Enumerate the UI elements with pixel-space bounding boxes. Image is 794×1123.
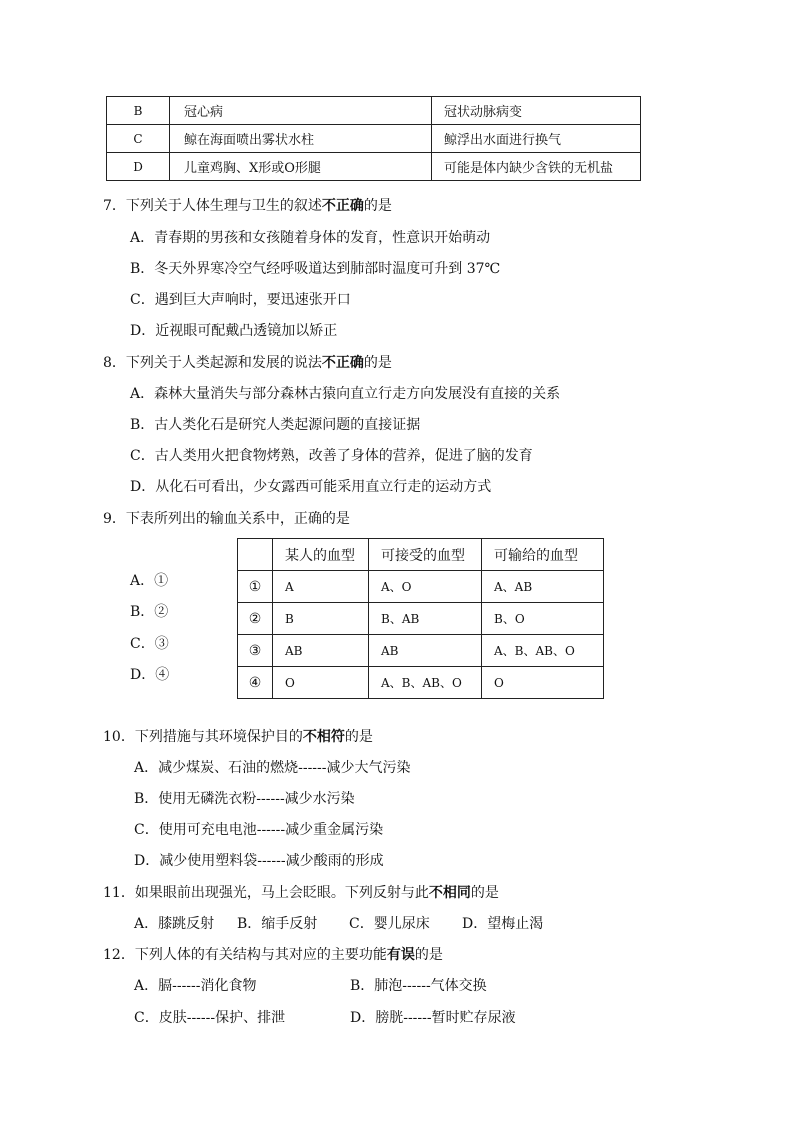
question-10-option-a: A．减少煤炭、石油的燃烧------减少大气污染	[134, 760, 411, 776]
table-cell: C	[107, 125, 170, 153]
table-row	[107, 125, 641, 153]
table-row	[238, 603, 604, 635]
question-12-stem	[103, 948, 443, 962]
question-12-option-c: C．皮肤------保护、排泄	[134, 1010, 286, 1026]
question-7-stem	[103, 199, 392, 213]
table-cell: B、AB	[369, 603, 482, 635]
stem-emphasis: 不正确	[321, 355, 364, 371]
table-cell: B	[273, 603, 369, 635]
question-8-option-d: D．从化石可看出，少女露西可能采用直立行走的运动方式	[130, 479, 492, 495]
stem-emphasis: 不相符	[302, 729, 345, 745]
stem-text: 11．如果眼前出现强光，马上会眨眼。下列反射与此	[103, 885, 429, 901]
table-cell: ③	[238, 635, 273, 667]
question-9-option-b: B．②	[130, 604, 169, 620]
table-header	[238, 539, 273, 571]
table-cell: A、B、AB、O	[482, 635, 604, 667]
table-header: 可输给的血型	[482, 539, 604, 571]
table-cell: 鲸浮出水面进行换气	[432, 125, 641, 153]
table-cell: 可能是体内缺少含铁的无机盐	[432, 153, 641, 181]
question-7-option-a: A．青春期的男孩和女孩随着身体的发育，性意识开始萌动	[130, 230, 491, 246]
table-cell: 鲸在海面喷出雾状水柱	[170, 125, 432, 153]
question-11-option-c: C．婴儿尿床	[349, 916, 430, 932]
table-header: 某人的血型	[273, 539, 369, 571]
table-header-row	[238, 539, 604, 571]
blood-type-table	[237, 538, 604, 699]
question-7-option-d: D．近视眼可配戴凸透镜加以矫正	[130, 323, 338, 339]
table-cell: AB	[273, 635, 369, 667]
stem-text: 的是	[344, 729, 373, 745]
question-9-option-a: A．①	[130, 573, 169, 589]
table-cell: AB	[369, 635, 482, 667]
stem-emphasis: 有误	[386, 947, 415, 963]
question-10-option-c: C．使用可充电电池------减少重金属污染	[134, 822, 384, 838]
question-7-option-c: C．遇到巨大声响时，要迅速张开口	[130, 292, 351, 308]
table-row	[238, 635, 604, 667]
table-cell: 冠心病	[170, 97, 432, 125]
question-11-stem	[103, 886, 499, 900]
question-12-option-a: A．膈------消化食物	[134, 978, 257, 994]
question-10-stem	[103, 730, 373, 744]
stem-text: 的是	[363, 198, 392, 214]
question-10-option-d: D．减少使用塑料袋------减少酸雨的形成	[134, 853, 384, 869]
question-11-option-d: D．望梅止渴	[462, 916, 544, 932]
question-10-option-b: B．使用无磷洗衣粉------减少水污染	[134, 791, 355, 807]
question-7-option-b: B．冬天外界寒冷空气经呼吸道达到肺部时温度可升到 37℃	[130, 261, 501, 277]
question-11-option-b: B．缩手反射	[237, 916, 318, 932]
stem-emphasis: 不正确	[321, 198, 364, 214]
table-cell: ④	[238, 667, 273, 699]
table-cell: 儿童鸡胸、X形或O形腿	[170, 153, 432, 181]
question-12-option-b: B．肺泡------气体交换	[350, 978, 487, 994]
stem-text: 10．下列措施与其环境保护目的	[103, 729, 303, 745]
question-9-option-c: C．③	[130, 636, 169, 652]
table-cell: A	[273, 571, 369, 603]
question-8-option-b: B．古人类化石是研究人类起源问题的直接证据	[130, 417, 421, 433]
table-cell: A、B、AB、O	[369, 667, 482, 699]
table-cell: 冠状动脉病变	[432, 97, 641, 125]
table-cell: O	[273, 667, 369, 699]
table-cell: ①	[238, 571, 273, 603]
table-cell: ②	[238, 603, 273, 635]
table-row	[107, 97, 641, 125]
table-cell: D	[107, 153, 170, 181]
table-cell: A、O	[369, 571, 482, 603]
stem-text: 12．下列人体的有关结构与其对应的主要功能	[103, 947, 387, 963]
stem-emphasis: 不相同	[428, 885, 471, 901]
question-12-option-d: D．膀胱------暂时贮存尿液	[350, 1010, 516, 1026]
table-cell: A、AB	[482, 571, 604, 603]
table-row	[107, 153, 641, 181]
table-header: 可接受的血型	[369, 539, 482, 571]
table-row	[238, 667, 604, 699]
stem-text: 的是	[414, 947, 443, 963]
table-row	[238, 571, 604, 603]
stem-text: 7．下列关于人体生理与卫生的叙述	[103, 198, 322, 214]
stem-text: 的是	[470, 885, 499, 901]
question-8-option-a: A．森林大量消失与部分森林古猿向直立行走方向发展没有直接的关系	[130, 386, 561, 402]
question-9-stem: 9．下表所列出的输血关系中，正确的是	[103, 511, 350, 527]
question-11-option-a: A．膝跳反射	[134, 916, 215, 932]
stem-text: 的是	[363, 355, 392, 371]
table-cell: B、O	[482, 603, 604, 635]
question-8-option-c: C．古人类用火把食物烤熟，改善了身体的营养，促进了脑的发育	[130, 448, 533, 464]
question-9-option-d: D．④	[130, 667, 170, 683]
stem-text: 8．下列关于人类起源和发展的说法	[103, 355, 322, 371]
table-cell: B	[107, 97, 170, 125]
question-8-stem	[103, 356, 392, 370]
table-continuation	[106, 96, 641, 181]
table-cell: O	[482, 667, 604, 699]
